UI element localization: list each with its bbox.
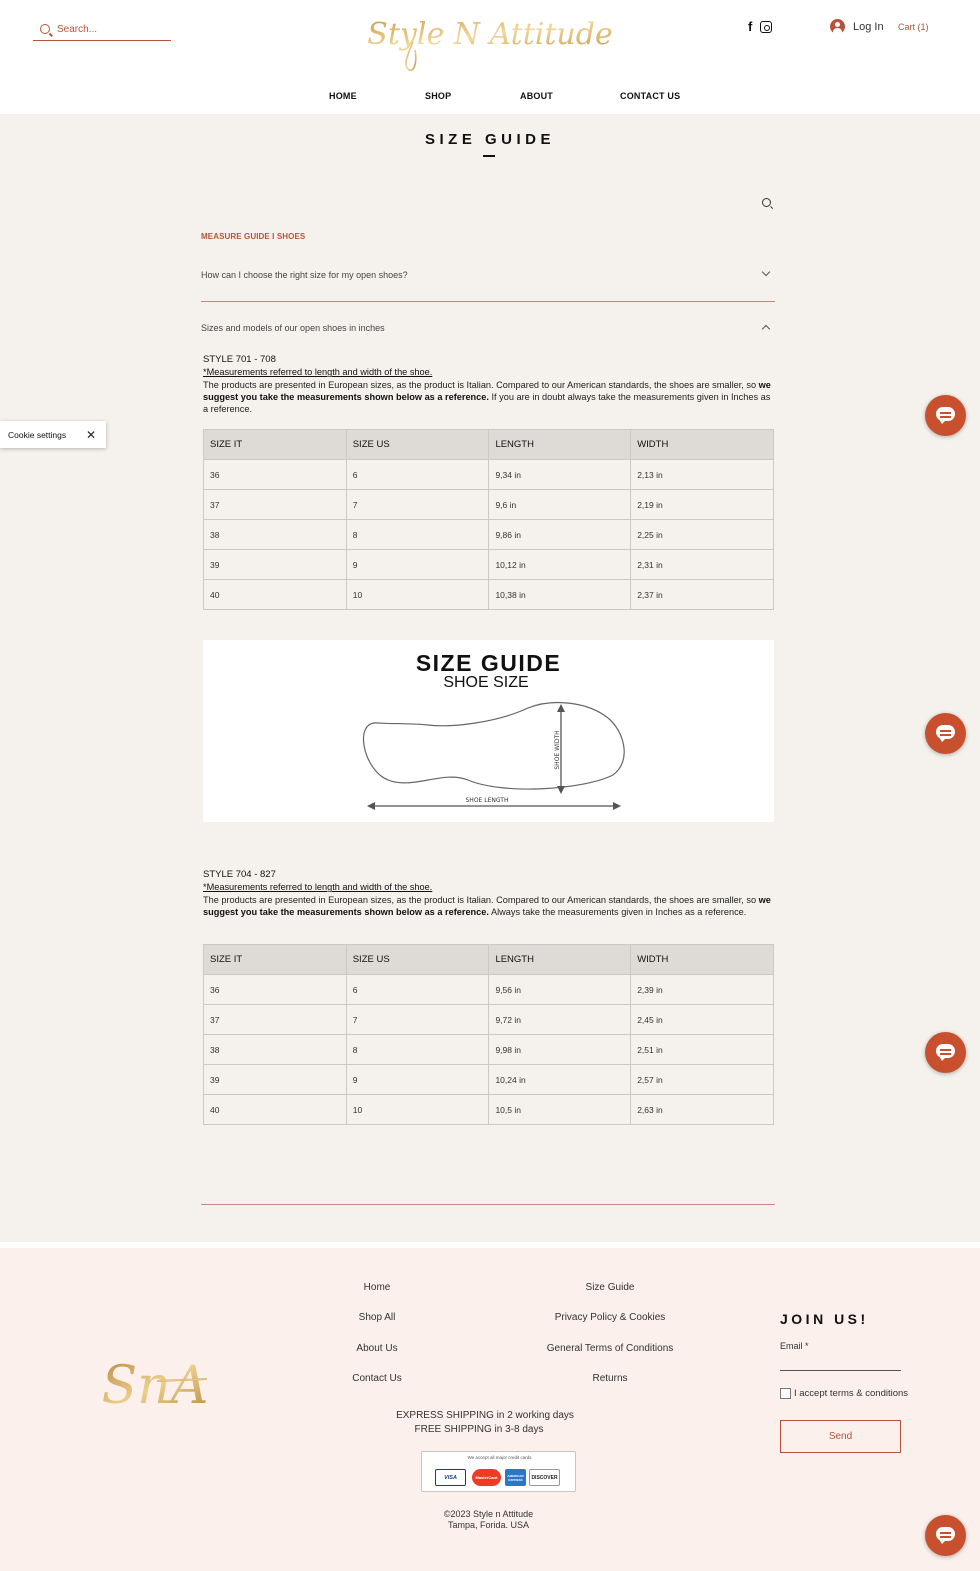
logo[interactable] [367, 6, 613, 74]
faq-question-1[interactable]: How can I choose the right size for my open shoes? [201, 270, 408, 280]
table-row: 40 10 10,5 in 2,63 in [204, 1095, 774, 1125]
faq-category[interactable]: MEASURE GUIDE I SHOES [201, 232, 306, 241]
copyright: ©2023 Style n Attitude [443, 1509, 534, 1519]
footer-link-size-guide[interactable]: Size Guide [585, 1282, 635, 1293]
chat-button[interactable] [925, 713, 966, 754]
guide-subtitle: SHOE SIZE [443, 674, 529, 691]
table-row: 39 9 10,12 in 2,31 in [204, 550, 774, 580]
page-title: SIZE GUIDE [424, 131, 555, 148]
header-width: WIDTH [631, 430, 774, 460]
main-nav [0, 91, 980, 103]
table-row: 36 6 9,56 in 2,39 in [204, 975, 774, 1005]
size-table-701 [203, 429, 774, 610]
close-icon[interactable]: ✕ [85, 428, 96, 442]
join-us-title: JOIN US! [780, 1311, 869, 1327]
style-704-description [203, 869, 775, 918]
nav-contact[interactable]: CONTACT US [620, 91, 681, 101]
nav-home[interactable]: HOME [329, 91, 357, 101]
search-bar[interactable] [33, 18, 171, 41]
social-links [748, 20, 772, 34]
table-row: 37 7 9,72 in 2,45 in [204, 1005, 774, 1035]
header-size-us: SIZE US [346, 430, 489, 460]
chevron-up-icon[interactable] [762, 325, 770, 333]
site-header [0, 0, 980, 114]
terms-label: I accept terms & conditions [794, 1388, 909, 1399]
monogram-text: SnA [101, 1356, 209, 1416]
measurement-note: *Measurements referred to length and width of the shoe. [203, 882, 433, 893]
style-text: The products are presented in European sizes, as the product is Italian. Compared to our American standards, the shoes are smaller, so we suggest you take the measurements shown below as a reference. If you are in doubt always take the measurements given in Inches as a reference. [203, 379, 771, 415]
user-avatar-icon [830, 19, 845, 34]
style-text: The products are presented in European sizes, as the product is Italian. Compared to our American standards, the shoes are smaller, so we suggest you take the measurements shown below as a reference. Always take the measurements given in Inches as a reference. [203, 894, 771, 917]
nav-about[interactable]: ABOUT [520, 91, 553, 101]
cart-link[interactable]: Cart (1) [898, 22, 929, 32]
terms-checkbox-row[interactable] [780, 1388, 908, 1399]
shoe-width-label: SHOE WIDTH [554, 730, 561, 770]
faq-divider [201, 301, 775, 302]
header-length: LENGTH [489, 430, 631, 460]
footer-link-home[interactable]: Home [363, 1282, 391, 1293]
visa-card-icon: VISA [435, 1469, 466, 1486]
email-label: Email * [780, 1341, 809, 1351]
size-table-704 [203, 944, 774, 1125]
address: Tampa, Forida. USA [447, 1520, 530, 1530]
chevron-down-icon[interactable] [762, 268, 770, 276]
footer-link-terms[interactable]: General Terms of Conditions [546, 1343, 674, 1354]
style-name: STYLE 701 - 708 [203, 354, 276, 365]
discover-card-icon: DISCOVER [529, 1469, 560, 1486]
search-input[interactable] [57, 24, 167, 35]
faq-divider [201, 1204, 775, 1205]
send-button[interactable]: Send [780, 1420, 901, 1453]
logo-text: Style N Attitude [367, 17, 613, 52]
chat-button[interactable] [925, 395, 966, 436]
table-row: 37 7 9,6 in 2,19 in [204, 490, 774, 520]
cookie-settings-label[interactable]: Cookie settings [8, 429, 67, 440]
table-row: 38 8 9,98 in 2,51 in [204, 1035, 774, 1065]
facebook-icon[interactable]: f [748, 19, 753, 34]
nav-shop[interactable]: SHOP [425, 91, 452, 101]
login-button[interactable] [830, 19, 884, 34]
footer-link-privacy[interactable]: Privacy Policy & Cookies [554, 1312, 666, 1323]
express-shipping-text: EXPRESS SHIPPING in 2 working days [396, 1410, 574, 1421]
main-content [0, 114, 980, 1242]
cookie-settings-banner[interactable] [0, 421, 106, 448]
terms-checkbox[interactable] [780, 1388, 791, 1399]
shoe-size-guide-image [203, 640, 774, 822]
cards-title: We accept all major credit cards [467, 1455, 532, 1460]
faq-search-icon[interactable] [762, 198, 771, 207]
footer-link-contact[interactable]: Contact Us [352, 1373, 402, 1384]
shoe-length-label: SHOE LENGTH [465, 797, 509, 804]
site-footer [0, 1248, 980, 1571]
login-label: Log In [853, 20, 884, 33]
chat-button[interactable] [925, 1032, 966, 1073]
free-shipping-text: FREE SHIPPING in 3-8 days [414, 1424, 544, 1435]
header-length: LENGTH [489, 945, 631, 975]
measurement-note: *Measurements referred to length and width of the shoe. [203, 367, 433, 378]
mastercard-icon: MasterCard [472, 1469, 501, 1486]
footer-link-returns[interactable]: Returns [592, 1373, 628, 1384]
style-701-description [203, 354, 775, 415]
header-size-us: SIZE US [346, 945, 489, 975]
style-name: STYLE 704 - 827 [203, 869, 276, 880]
table-row: 40 10 10,38 in 2,37 in [204, 580, 774, 610]
header-size-it: SIZE IT [204, 945, 347, 975]
title-underline [483, 155, 495, 157]
payment-cards [421, 1451, 576, 1492]
table-row: 36 6 9,34 in 2,13 in [204, 460, 774, 490]
shoe-outline-icon [203, 640, 774, 822]
footer-link-shop-all[interactable]: Shop All [358, 1312, 396, 1323]
table-row: 38 8 9,86 in 2,25 in [204, 520, 774, 550]
table-row: 39 9 10,24 in 2,57 in [204, 1065, 774, 1095]
footer-link-about[interactable]: About Us [356, 1343, 398, 1354]
amex-card-icon: AMERICAN EXPRESS [505, 1469, 526, 1486]
instagram-icon[interactable] [760, 21, 772, 33]
search-icon [40, 24, 50, 34]
chat-button[interactable] [925, 1515, 966, 1556]
email-input[interactable] [780, 1370, 901, 1371]
guide-title: SIZE GUIDE [415, 650, 562, 676]
faq-question-2[interactable]: Sizes and models of our open shoes in inches [201, 323, 385, 333]
header-width: WIDTH [631, 945, 774, 975]
header-size-it: SIZE IT [204, 430, 347, 460]
